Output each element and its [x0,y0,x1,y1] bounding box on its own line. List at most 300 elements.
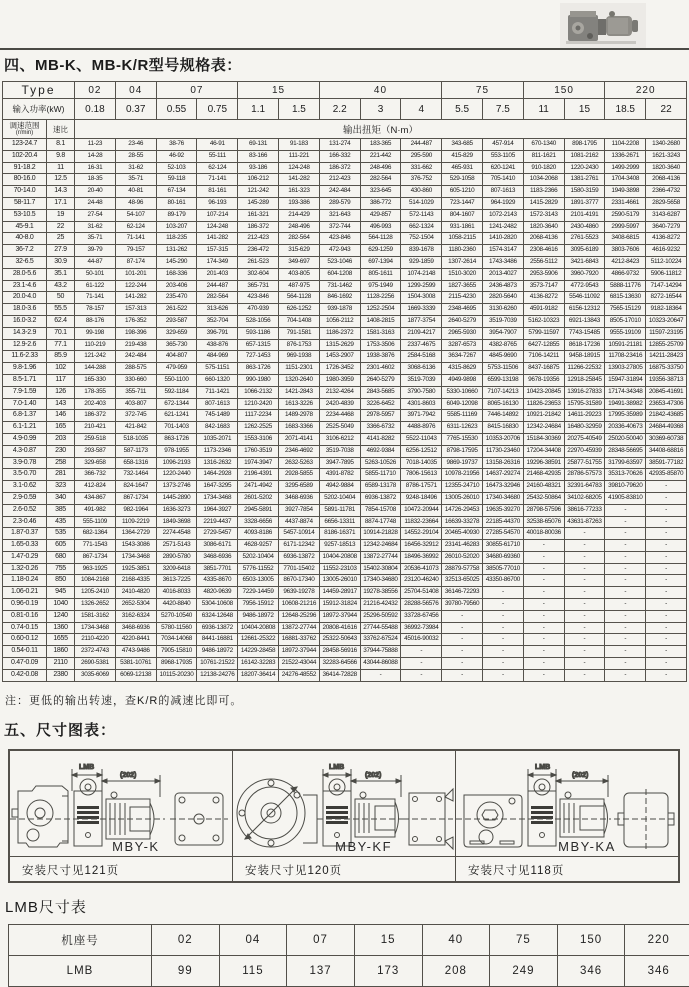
output-torque-header: 输出扭矩（N·m） [75,120,687,139]
torque-cell: 10404-20808 [319,551,360,563]
torque-cell: 203-406 [156,280,197,292]
table-row [3,139,687,151]
torque-cell: 8798-17595 [442,445,483,457]
torque-cell: 931-1861 [442,221,483,233]
torque-cell: 7743-15485 [564,327,605,339]
torque-cell: 365-731 [238,280,279,292]
frame-size-header: 15 [238,82,320,99]
torque-cell: 242-484 [319,186,360,198]
torque-cell: 36146-72293 [442,587,483,599]
torque-cell: 13903-27805 [605,363,646,375]
torque-cell: 5270-10540 [156,610,197,622]
torque-cell: 145-289 [238,197,279,209]
torque-cell: 3328-6656 [238,516,279,528]
ratio-cell: 19 [47,209,75,221]
torque-cell: 7147-14294 [646,280,687,292]
ratio-cell: 945 [47,587,75,599]
type-header: Type [3,82,75,99]
torque-cell: - [646,599,687,611]
torque-cell: 71-141 [197,174,238,186]
torque-cell: 3954-7907 [482,327,523,339]
lmb-value-cell: 208 [422,956,490,987]
table-row [3,669,687,681]
table-row [3,186,687,198]
torque-cell: 8186-16371 [319,528,360,540]
torque-cell: 21216-42432 [360,599,401,611]
torque-cell: 236-472 [238,245,279,257]
torque-cell: 8415-16830 [482,422,523,434]
top-rule [0,48,689,50]
speed-range-cell: 1.65-0.33 [3,540,47,552]
torque-cell: - [646,658,687,670]
torque-cell: 863-1726 [238,363,279,375]
torque-cell: 1574-3147 [482,245,523,257]
torque-cell: - [482,669,523,681]
torque-cell: 969-1938 [279,351,320,363]
torque-cell: 2301-4602 [360,363,401,375]
torque-cell: 964-1929 [482,197,523,209]
torque-cell: - [564,622,605,634]
torque-cell: 791-1581 [279,327,320,339]
torque-cell: 8065-16130 [482,398,523,410]
torque-cell: 3519-7039 [401,374,442,386]
torque-cell: 352-704 [197,315,238,327]
torque-cell: 1084-2168 [75,575,116,587]
torque-cell: 990-1980 [238,374,279,386]
speed-range-cell: 6.1-1.21 [3,422,47,434]
table-row [3,516,687,528]
panel-mby-ka [456,751,678,881]
torque-cell: 1753-3506 [360,339,401,351]
ratio-cell: 1655 [47,634,75,646]
torque-cell: 2068-4136 [646,174,687,186]
torque-cell: 2110-4220 [75,634,116,646]
torque-cell: - [360,669,401,681]
torque-cell: 20336-40673 [605,422,646,434]
torque-cell: 81-161 [197,186,238,198]
torque-cell: 35-71 [75,233,116,245]
torque-cell: 302-604 [238,268,279,280]
torque-cell: 14229-28458 [238,646,279,658]
torque-cell: 141-282 [279,174,320,186]
torque-cell: 731-1462 [319,280,360,292]
torque-cell: - [564,599,605,611]
torque-cell: 1445-2890 [156,492,197,504]
frame-size-cell: 07 [287,925,355,956]
power-value-header: 4 [401,99,442,120]
torque-cell: - [605,563,646,575]
torque-cell: 3613-7225 [156,575,197,587]
torque-cell: 30369-60738 [646,433,687,445]
torque-cell: - [605,669,646,681]
torque-cell: 4315-8629 [442,363,483,375]
torque-cell: - [605,516,646,528]
table-row [3,304,687,316]
torque-cell: 19278-38556 [360,587,401,599]
ratio-cell: 102 [47,363,75,375]
torque-cell: 564-1128 [279,292,320,304]
torque-cell: 219-438 [115,339,156,351]
torque-cell: - [523,575,564,587]
torque-cell: 5780-11560 [156,622,197,634]
torque-cell: 48-96 [115,197,156,209]
spec-table-wrap [2,81,687,682]
torque-cell: 11266-22532 [564,363,605,375]
torque-cell: 45016-90032 [401,634,442,646]
torque-cell: 4220-8441 [115,634,156,646]
torque-cell: 518-1035 [115,433,156,445]
torque-cell: 124-248 [279,162,320,174]
torque-cell: 212-423 [238,233,279,245]
speed-range-cell: 102-20.4 [3,150,47,162]
torque-cell: 1613-3226 [279,398,320,410]
table-row [3,245,687,257]
torque-cell: 587-1173 [115,445,156,457]
torque-cell: 4301-8603 [401,398,442,410]
table-row [3,315,687,327]
torque-cell: - [564,540,605,552]
ratio-cell: 281 [47,469,75,481]
torque-cell: 3408-6815 [605,233,646,245]
torque-cell: - [523,634,564,646]
frame-size-header: 40 [319,82,441,99]
torque-cell: 293-587 [75,445,116,457]
torque-cell: - [605,646,646,658]
torque-cell: - [646,610,687,622]
dim-lmb-label: LMB [79,764,95,771]
torque-cell: 107-214 [197,209,238,221]
torque-cell: 1220-2430 [564,162,605,174]
ratio-header: 速比 [47,120,75,139]
torque-cell: 660-1320 [197,374,238,386]
torque-cell: 2420-4839 [319,398,360,410]
torque-cell: 96-193 [197,197,238,209]
torque-cell: 5202-10404 [319,492,360,504]
torque-cell: 2101-4191 [564,209,605,221]
torque-cell: 6503-13005 [238,575,279,587]
speed-range-cell: 0.96-0.19 [3,599,47,611]
torque-cell: 161-321 [238,209,279,221]
torque-cell: - [523,563,564,575]
speed-range-cell: 16.0-3.2 [3,315,47,327]
torque-cell: - [482,622,523,634]
torque-cell: 1336-2671 [605,150,646,162]
table-row [3,363,687,375]
torque-cell: 1726-3452 [319,363,360,375]
frame-size-header: 75 [442,82,524,99]
torque-cell: 12648-25296 [279,610,320,622]
torque-cell: 727-1453 [238,351,279,363]
torque-cell: 9257-18513 [319,540,360,552]
speed-range-cell: 91-18.2 [3,162,47,174]
torque-cell: 28798-57596 [523,504,564,516]
torque-cell: 3106-6212 [319,433,360,445]
lmb-value-cell: 346 [625,956,689,987]
torque-cell: 372-744 [319,221,360,233]
torque-cell: 13872-27744 [360,551,401,563]
torque-cell: 1410-2820 [482,233,523,245]
torque-cell: 315-629 [279,245,320,257]
panel-mby-kf [233,751,456,881]
torque-cell: 2525-5049 [319,422,360,434]
torque-cell: 11-23 [75,139,116,151]
torque-cell: 807-1613 [197,398,238,410]
torque-cell: 2436-4873 [482,280,523,292]
torque-cell: 682-1364 [75,528,116,540]
torque-cell: 34680-69360 [482,551,523,563]
speed-range-cell: 2.3-0.46 [3,516,47,528]
torque-cell: 36414-72828 [319,669,360,681]
frame-size-cell: 02 [152,925,220,956]
torque-cell: - [401,669,442,681]
torque-cell: 876-1753 [279,339,320,351]
torque-cell: 12342-24684 [523,422,564,434]
table-row [3,481,687,493]
torque-cell: - [401,646,442,658]
torque-cell: 1980-3959 [319,374,360,386]
torque-cell: 7565-15129 [605,304,646,316]
torque-cell: 1464-2928 [197,469,238,481]
torque-cell: 863-1726 [156,433,197,445]
torque-cell: 705-1410 [482,174,523,186]
torque-cell: 5457-10914 [279,528,320,540]
torque-cell: - [605,575,646,587]
torque-cell: 3468-6936 [115,622,156,634]
speed-range-cell: 1.87-0.37 [3,528,47,540]
torque-cell: 14611-29223 [564,410,605,422]
torque-cell: 23-46 [115,139,156,151]
model-label-mby-ka: MBY-KA [558,839,616,854]
torque-cell: - [564,658,605,670]
torque-cell: - [482,610,523,622]
torque-cell: 10761-21522 [197,658,238,670]
torque-cell: - [564,551,605,563]
torque-cell: 555-1109 [75,516,116,528]
torque-cell: 10404-20808 [238,622,279,634]
torque-cell: 593-1186 [238,327,279,339]
ratio-cell: 25 [47,233,75,245]
torque-cell: 434-867 [75,492,116,504]
torque-cell: 438-876 [197,339,238,351]
torque-cell: 8505-17010 [605,315,646,327]
ratio-cell: 70.1 [47,327,75,339]
torque-cell: - [605,610,646,622]
torque-cell: 329-659 [156,327,197,339]
table-row [3,528,687,540]
torque-cell: 804-1607 [442,209,483,221]
torque-cell: 13872-27744 [279,622,320,634]
frame-size-header: 150 [523,82,605,99]
torque-cell: 248-496 [279,221,320,233]
torque-cell: 54-107 [115,209,156,221]
torque-cell: 1964-3927 [197,504,238,516]
torque-cell: 11832-23664 [401,516,442,528]
torque-cell: 7018-14035 [401,457,442,469]
torque-cell: 1220-2440 [156,469,197,481]
torque-cell: 5906-11812 [646,268,687,280]
speed-range-cell: 40-8.0 [3,233,47,245]
speed-range-cell: 58-11.7 [3,197,47,209]
torque-cell: 2372-4743 [75,646,116,658]
torque-cell: 118-235 [156,233,197,245]
ratio-cell: 85.9 [47,351,75,363]
torque-cell: 18-35 [75,174,116,186]
torque-cell: 423-846 [319,233,360,245]
torque-cell: 376-752 [401,174,442,186]
torque-cell: 3287-6573 [442,339,483,351]
torque-cell: 745-1489 [197,410,238,422]
torque-cell: 9555-19109 [605,327,646,339]
torque-cell: 8968-17935 [156,658,197,670]
torque-cell: 349-697 [279,256,320,268]
torque-cell: 564-1128 [360,233,401,245]
torque-cell: 3162-6324 [115,610,156,622]
torque-cell: 1381-2761 [564,174,605,186]
torque-cell: - [646,516,687,528]
torque-cell: 33728-67456 [401,610,442,622]
torque-cell: 1210-2420 [238,398,279,410]
torque-cell: - [646,481,687,493]
torque-cell: 198-396 [115,327,156,339]
torque-cell: 89-179 [156,209,197,221]
torque-cell: 38616-77233 [564,504,605,516]
torque-cell: - [523,669,564,681]
torque-cell: 4437-8874 [279,516,320,528]
torque-cell: 9248-18496 [401,492,442,504]
torque-cell: 1307-2614 [442,256,483,268]
torque-cell: 12855-25709 [646,339,687,351]
torque-cell: - [605,599,646,611]
table-row [3,327,687,339]
torque-cell: 1891-3777 [564,197,605,209]
torque-cell: 210-421 [75,422,116,434]
torque-cell: 39780-79560 [442,599,483,611]
torque-cell: 46-92 [156,150,197,162]
torque-cell: 1453-2907 [319,351,360,363]
torque-cell: 1820-3640 [646,162,687,174]
torque-cell: 1415-2829 [523,197,564,209]
torque-cell: 1340-2680 [646,139,687,151]
ratio-cell: 27.9 [47,245,75,257]
table-row [3,268,687,280]
torque-cell: - [482,599,523,611]
torque-cell: 201-403 [197,268,238,280]
torque-cell: - [442,646,483,658]
torque-cell: 1316-2632 [197,457,238,469]
torque-cell: 79-157 [115,245,156,257]
table-row [3,469,687,481]
torque-cell: 4212-8423 [605,256,646,268]
torque-cell: 16875-33750 [646,363,687,375]
torque-cell: 2308-4616 [523,245,564,257]
torque-cell: 4420-8840 [156,599,197,611]
torque-cell: 10423-20845 [523,386,564,398]
torque-cell: 1743-3486 [482,256,523,268]
torque-cell: 723-1447 [442,197,483,209]
torque-cell: 41905-83810 [605,492,646,504]
torque-cell: 35313-70626 [605,469,646,481]
torque-cell: 6049-12098 [442,398,483,410]
torque-cell: - [646,622,687,634]
torque-cell: 39-79 [75,245,116,257]
torque-cell: 124-248 [197,221,238,233]
torque-cell: 248-496 [360,162,401,174]
torque-cell: 982-1964 [115,504,156,516]
table-row [3,209,687,221]
torque-cell: 24684-49368 [646,422,687,434]
torque-cell: - [523,646,564,658]
torque-cell: 1734-3468 [75,622,116,634]
torque-cell: 17340-34680 [482,492,523,504]
torque-cell: 423-846 [238,292,279,304]
torque-cell: 25322-50643 [319,634,360,646]
torque-cell: 7854-15708 [360,504,401,516]
lmb-table-wrap [8,924,680,987]
torque-cell: - [564,634,605,646]
torque-cell: 2168-4335 [115,575,156,587]
torque-cell: 9639-19278 [279,587,320,599]
torque-cell: 2690-5381 [75,658,116,670]
torque-cell: 2337-4675 [401,339,442,351]
lmb-table [8,924,689,987]
torque-cell: 6171-12342 [279,540,320,552]
torque-cell: 7107-14213 [482,386,523,398]
speed-range-cell: 36-7.2 [3,245,47,257]
speed-range-cell: 1.47-0.29 [3,551,47,563]
torque-cell: 963-1925 [75,563,116,575]
torque-cell: - [442,669,483,681]
table-row [3,610,687,622]
torque-cell: 38505-77010 [482,563,523,575]
torque-cell: 5304-10608 [197,599,238,611]
speed-range-cell: 80-16.0 [3,174,47,186]
torque-cell: 144-288 [75,363,116,375]
torque-cell: - [442,622,483,634]
torque-cell: 11826-23653 [523,398,564,410]
torque-cell: 355-711 [115,386,156,398]
torque-cell: 331-662 [401,162,442,174]
torque-cell: 2590-5179 [605,209,646,221]
torque-cell: 1128-2256 [360,292,401,304]
frame-size-cell: 75 [490,925,558,956]
table-row [3,256,687,268]
torque-cell: 1072-2143 [482,209,523,221]
torque-cell: - [523,610,564,622]
ratio-cell: 2380 [47,669,75,681]
torque-cell: 1183-2366 [523,186,564,198]
torque-cell: 17995-35989 [605,410,646,422]
torque-cell: 24160-48321 [523,481,564,493]
torque-cell: 1553-3106 [238,433,279,445]
torque-cell: 14726-29453 [442,504,483,516]
torque-cell: 657-1315 [238,339,279,351]
torque-cell: 9486-18972 [197,646,238,658]
torque-cell: 17340-34680 [360,575,401,587]
speed-range-cell: 3.9-0.78 [3,457,47,469]
torque-cell: 5330-10660 [442,386,483,398]
table-row [3,280,687,292]
torque-cell: 2843-5685 [360,386,401,398]
torque-cell: 2115-4230 [442,292,483,304]
ratio-cell: 755 [47,563,75,575]
lmb-value-row [9,956,689,987]
torque-cell: 25020-50040 [605,433,646,445]
ratio-cell: 62.4 [47,315,75,327]
torque-cell: 1074-2148 [401,268,442,280]
torque-cell: 131-274 [319,139,360,151]
speed-range-cell: 0.74-0.15 [3,622,47,634]
torque-cell: 17204-34408 [523,445,564,457]
